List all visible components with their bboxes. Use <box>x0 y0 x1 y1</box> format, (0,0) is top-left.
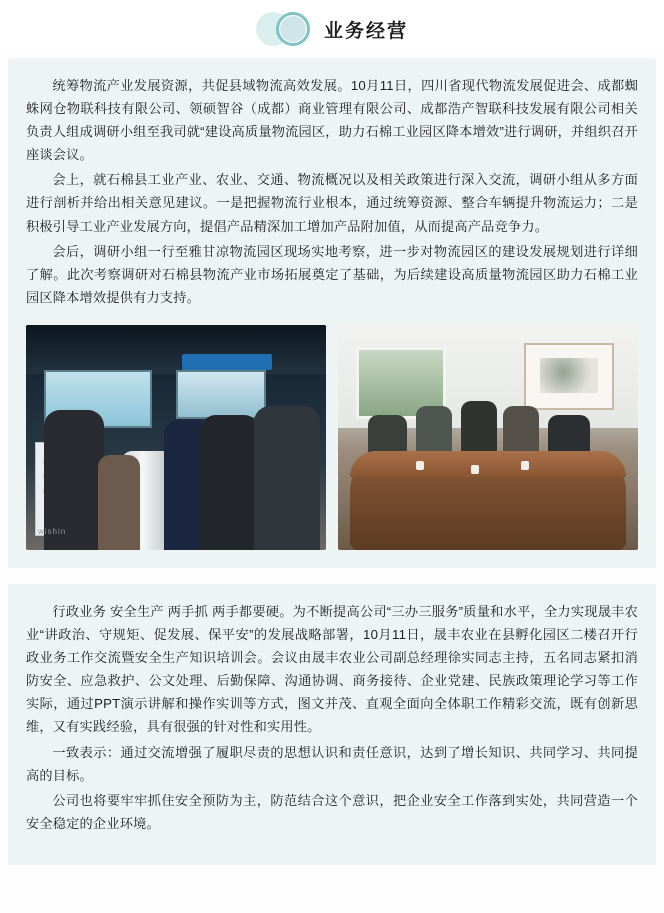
paragraph: 会上，就石棉县工业产业、农业、交通、物流概况以及相关政策进行深入交流，调研小组从多方面进行剖析并给出相关意见建议。一是把握物流行业根本，通过统筹资源、整合车辆提升物流运力；二是积极引导工业产业发展方向，提倡产品精深加工增加产品附加值，从而提高产品竞争力。 <box>26 172 638 234</box>
photo-person <box>200 415 260 550</box>
photo-cup <box>471 465 479 474</box>
photo-cup <box>416 461 424 470</box>
two-circles-logo-icon <box>256 12 314 46</box>
photo-watermark: wishin <box>38 527 67 537</box>
photo-banner <box>182 354 272 370</box>
photo-person <box>98 455 140 550</box>
page-title: 业务经营 <box>323 20 408 42</box>
photo-meeting-room <box>338 325 638 550</box>
header-inner <box>256 12 408 46</box>
photo-painting-ink <box>540 358 598 394</box>
section-logistics <box>8 58 656 568</box>
photo-wall-painting <box>524 343 614 411</box>
photo-exhibition-hall <box>26 325 326 550</box>
photo-cup <box>521 461 529 470</box>
photo-row <box>26 325 638 550</box>
paragraph: 行政业务 安全生产 两手抓 两手都要硬。为不断提高公司“三办三服务”质量和水平，全力实现晟丰农业“讲政治、守规矩、促发展、保平安”的发展战略部署，10月11日，晟丰农业在县孵化园区二楼召开行政业务工作交流暨安全生产知识培训会。会议由晟丰农业公司副总经理徐实同志主持，五名同志紧扣消防安全、应急救护、公文处理、后勤保障、沟通协调、商务接待、企业党建、民族政策理论学习等工作实际，通过PPT演示讲解和操作实训等方式，图文并茂、直观全面向全体职工作精彩交流，既有创新思维，又有实践经验，具有很强的针对性和实用性。 <box>26 603 638 735</box>
photo-table-top <box>350 451 626 477</box>
photo-person <box>254 406 320 550</box>
logo-circle-inner <box>280 16 306 42</box>
page-header <box>0 0 664 54</box>
paragraph: 公司也将要牢牢抓住安全预防为主，防范结合这个意识，把企业安全工作落到实处，共同营造一个安全稳定的企业环境。 <box>26 792 638 831</box>
section-safety-training <box>8 584 656 865</box>
photo-display-screen-right <box>176 370 266 420</box>
paragraph: 统筹物流产业发展资源，共促县域物流高效发展。10月11日，四川省现代物流发展促进会、成都蜘蛛网仓物联科技有限公司、领硕智谷（成都）商业管理有限公司、成都浩产智联科技发展有限公司相关负责人组成调研小组至我司就“建设高质量物流园区，助力石棉工业园区降本增效”进行调研，并组织召开座谈会议。 <box>26 78 638 163</box>
photo-conference-table <box>350 451 626 550</box>
photo-ceiling <box>26 325 326 375</box>
paragraph: 一致表示：通过交流增强了履职尽责的思想认识和责任意识，达到了增长知识、共同学习、共同提高的目标。 <box>26 744 638 783</box>
paragraph: 会后，调研小组一行至雅甘凉物流园区现场实地考察，进一步对物流园区的建设发展规划进行详细了解。此次考察调研对石棉县物流产业市场拓展奠定了基础，为后续建设高质量物流园区助力石棉工业园区降本增效提供有力支持。 <box>26 243 638 305</box>
